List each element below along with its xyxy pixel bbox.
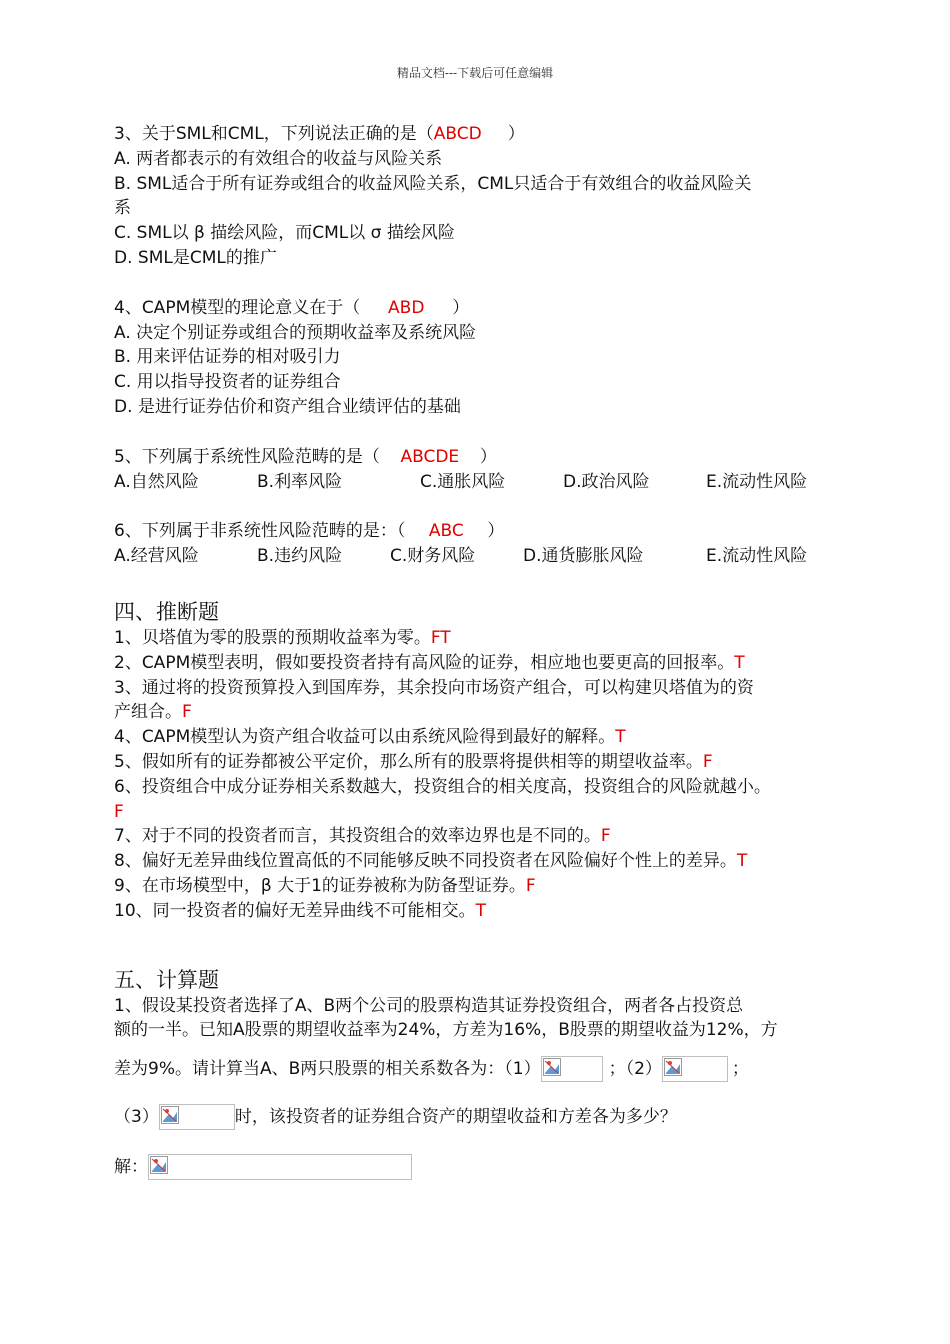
option: A.自然风险: [114, 471, 199, 492]
question-stem: 3、关于SML和CML，下列说法正确的是（: [114, 124, 434, 144]
formula-image-placeholder: [662, 1056, 728, 1082]
calc-question-line: 额的一半。已知A股票的期望收益率为24%，方差为16%，B股票的期望收益为12%，方: [114, 1020, 778, 1041]
option: A.经营风险: [114, 546, 199, 567]
option: D. 是进行证券估价和资产组合业绩评估的基础: [114, 396, 461, 417]
judgement-item: 1、贝塔值为零的股票的预期收益率为零。FT: [114, 627, 451, 648]
page-header: 精品文档---下载后可任意编辑: [396, 66, 554, 80]
option: B.利率风险: [257, 471, 343, 492]
option: 系: [114, 198, 131, 219]
option: B.违约风险: [257, 546, 343, 567]
formula-image-placeholder: [148, 1154, 412, 1180]
judgement-item: 10、同一投资者的偏好无差异曲线不可能相交。T: [114, 900, 487, 921]
broken-image-icon: [543, 1058, 561, 1076]
answer-text: F: [182, 702, 192, 723]
answer-text: F: [702, 751, 713, 772]
answer-text: T: [734, 652, 745, 673]
option: C.财务风险: [390, 546, 476, 567]
solution-line: 解：: [114, 1147, 854, 1187]
option: B. SML适合于所有证券或组合的收益风险关系，CML只适合于有效组合的收益风险关: [114, 173, 752, 194]
option: C. 用以指导投资者的证券组合: [114, 372, 341, 393]
judgement-item: 7、对于不同的投资者而言，其投资组合的效率边界也是不同的。F: [114, 826, 611, 847]
option: D.通货膨胀风险: [523, 546, 644, 567]
judgement-item: [114, 800, 854, 825]
calc-question-line: 差为9%。请计算当A、B两只股票的相关系数各为：（1） ；（2） ；: [114, 1049, 854, 1089]
option: C. SML以 β 描绘风险，而CML以 σ 描绘风险: [114, 223, 455, 244]
answer-text: ABD: [388, 297, 425, 318]
question-6: 6、下列属于非系统性风险范畴的是：（ ABC ）: [114, 519, 854, 544]
judgement-item: 8、偏好无差异曲线位置高低的不同能够反映不同投资者在风险偏好个性上的差异。T: [114, 851, 748, 872]
question-stem: 5、下列属于系统性风险范畴的是（: [114, 446, 380, 467]
question-stem: 4、CAPM模型的理论意义在于（: [114, 297, 361, 318]
answer-text: F: [114, 801, 124, 822]
answer-text: T: [475, 900, 487, 921]
broken-image-icon: [150, 1156, 168, 1174]
answer-text: ABCDE: [400, 446, 460, 467]
answer-text: ABCD: [433, 124, 482, 144]
judgement-item: 2、CAPM模型表明，假如要投资者持有高风险的证券，相应地也要更高的回报率。T: [114, 652, 745, 673]
formula-image-placeholder: [541, 1056, 603, 1082]
question-3: 3、关于SML和CML，下列说法正确的是（ABCD ）: [114, 122, 854, 147]
question-stem: 6、下列属于非系统性风险范畴的是：（: [114, 521, 406, 542]
calc-question-line: 1、假设某投资者选择了A、B两个公司的股票构造其证券投资组合，两者各占投资总: [114, 995, 744, 1016]
document-body: [114, 122, 854, 1187]
option: D. SML是CML的推广: [114, 247, 277, 268]
option: A. 两者都表示的有效组合的收益与风险关系: [114, 148, 443, 169]
judgement-item: 9、在市场模型中，β 大于1的证券被称为防备型证券。F: [114, 875, 536, 896]
option: A. 决定个别证券或组合的预期收益率及系统风险: [114, 322, 477, 343]
option: B. 用来评估证券的相对吸引力: [114, 347, 341, 368]
option: C.通胀风险: [420, 471, 506, 492]
formula-image-placeholder: [159, 1104, 235, 1130]
options-row: [114, 470, 854, 495]
answer-text: T: [615, 727, 626, 748]
options-row: [114, 544, 854, 569]
judgement-item: 3、通过将的投资预算投入到国库券，其余投向市场资产组合，可以构建贝塔值为的资: [114, 677, 754, 698]
question-5: 5、下列属于系统性风险范畴的是（ ABCDE ）: [114, 445, 854, 470]
judgement-item: 6、投资组合中成分证券相关系数越大，投资组合的相关度高，投资组合的风险就越小。: [114, 776, 771, 797]
calc-question-line: （3） 时，该投资者的证券组合资产的期望收益和方差各为多少？: [114, 1097, 854, 1137]
answer-text: T: [736, 851, 748, 872]
broken-image-icon: [161, 1106, 179, 1124]
broken-image-icon: [664, 1058, 682, 1076]
section-title: 四、推断题: [114, 599, 219, 624]
judgement-item: 产组合。F: [114, 702, 192, 723]
option: D.政治风险: [563, 471, 650, 492]
option: E.流动性风险: [706, 546, 808, 567]
section-title: 五、计算题: [114, 967, 219, 992]
question-4: 4、CAPM模型的理论意义在于（ ABD ）: [114, 296, 854, 321]
answer-text: ABC: [428, 521, 464, 542]
answer-text: FT: [430, 627, 451, 648]
answer-text: F: [600, 826, 611, 847]
judgement-item: 4、CAPM模型认为资产组合收益可以由系统风险得到最好的解释。T: [114, 727, 626, 748]
judgement-item: 5、假如所有的证券都被公平定价，那么所有的股票将提供相等的期望收益率。F: [114, 751, 713, 772]
option: E.流动性风险: [706, 471, 808, 492]
answer-text: F: [525, 875, 536, 896]
